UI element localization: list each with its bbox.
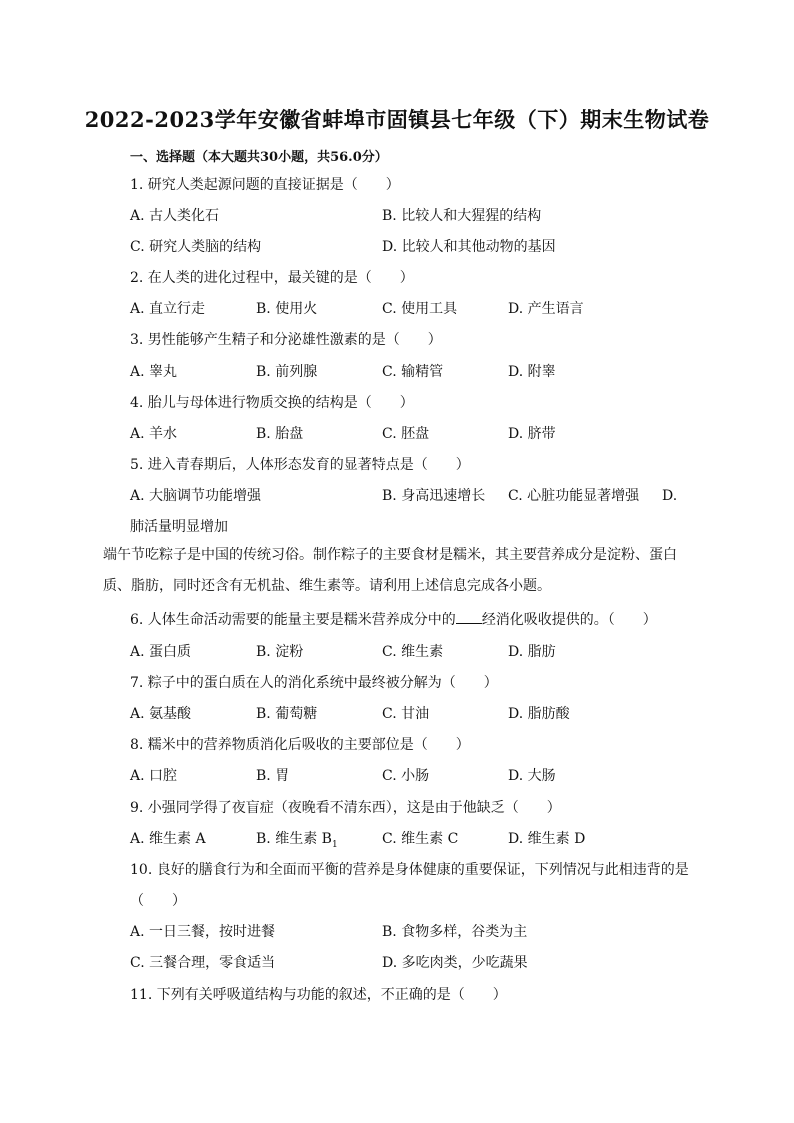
q4-option-c: C. 胚盘: [382, 426, 430, 442]
question-11-stem: 11. 下列有关呼吸道结构与功能的叙述，不正确的是（ ）: [130, 987, 507, 1003]
q5-option-a: A. 大脑调节功能增强: [130, 488, 262, 504]
q9-option-b-text: B. 维生素 B: [256, 831, 332, 847]
q10-option-d: D. 多吃肉类，少吃蔬果: [382, 955, 528, 971]
q1-option-d: D. 比较人和其他动物的基因: [382, 239, 556, 255]
q2-option-a: A. 直立行走: [130, 301, 206, 317]
q9-option-d: D. 维生素 D: [508, 831, 586, 847]
q6-option-b: B. 淀粉: [256, 644, 304, 660]
q6-stem-after: 经消化吸收提供的。（ ）: [481, 612, 657, 628]
q4-option-a: A. 羊水: [130, 426, 178, 442]
q2-option-c: C. 使用工具: [382, 301, 458, 317]
q5-option-d-letter: D.: [662, 488, 678, 504]
question-8-stem: 8. 糯米中的营养物质消化后吸收的主要部位是（ ）: [130, 737, 470, 753]
q9-option-c: C. 维生素 C: [382, 831, 459, 847]
question-5-stem: 5. 进入青春期后，人体形态发育的显著特点是（ ）: [130, 457, 470, 473]
q7-option-d: D. 脂肪酸: [508, 706, 570, 722]
question-6-stem: [130, 610, 657, 630]
q7-option-b: B. 葡萄糖: [256, 706, 318, 722]
q6-option-c: C. 维生素: [382, 644, 444, 660]
q5-option-c: C. 心脏功能显著增强: [508, 488, 640, 504]
q7-option-c: C. 甘油: [382, 706, 430, 722]
reading-passage: 端午节吃粽子是中国的传统习俗。制作粽子的主要食材是糯米，其主要营养成分是淀粉、蛋白质、脂肪，同时还含有无机盐、维生素等。请利用上述信息完成各小题。: [103, 547, 677, 594]
q1-option-c: C. 研究人类脑的结构: [130, 239, 262, 255]
question-2-stem: 2. 在人类的进化过程中，最关键的是（ ）: [130, 270, 414, 286]
q3-option-c: C. 输精管: [382, 364, 444, 380]
section-heading: 一、选择题（本大题共30小题，共56.0分）: [130, 150, 388, 165]
q3-option-b: B. 前列腺: [256, 364, 318, 380]
fill-blank: [456, 611, 482, 624]
q2-option-b: B. 使用火: [256, 301, 318, 317]
subscript-1: 1: [331, 839, 338, 850]
q10-option-b: B. 食物多样，谷类为主: [382, 924, 528, 940]
q7-option-a: A. 氨基酸: [130, 706, 192, 722]
q3-option-a: A. 睾丸: [130, 364, 178, 380]
question-9-stem: 9. 小强同学得了夜盲症（夜晚看不清东西），这是由于他缺乏（ ）: [130, 800, 561, 816]
q6-option-a: A. 蛋白质: [130, 644, 192, 660]
q10-option-a: A. 一日三餐，按时进餐: [130, 924, 276, 940]
q2-option-d: D. 产生语言: [508, 301, 584, 317]
q8-option-b: B. 胃: [256, 768, 290, 784]
q8-option-a: A. 口腔: [130, 768, 178, 784]
q8-option-c: C. 小肠: [382, 768, 430, 784]
q5-option-d-text: 肺活量明显增加: [130, 519, 228, 535]
q8-option-d: D. 大肠: [508, 768, 556, 784]
q3-option-d: D. 附睾: [508, 364, 556, 380]
q5-option-b: B. 身高迅速增长: [382, 488, 486, 504]
question-1-stem: 1. 研究人类起源问题的直接证据是（ ）: [130, 177, 400, 193]
question-10-stem-cont: （ ）: [130, 893, 186, 909]
q1-option-b: B. 比较人和大猩猩的结构: [382, 208, 542, 224]
question-7-stem: 7. 粽子中的蛋白质在人的消化系统中最终被分解为（ ）: [130, 675, 498, 691]
q4-option-d: D. 脐带: [508, 426, 556, 442]
q9-option-a: A. 维生素 A: [130, 831, 206, 847]
q1-option-a: A. 古人类化石: [130, 208, 220, 224]
question-10-stem: 10. 良好的膳食行为和全面而平衡的营养是身体健康的重要保证，下列情况与此相违背的是: [130, 862, 689, 878]
q6-option-d: D. 脂肪: [508, 644, 556, 660]
q10-option-c: C. 三餐合理，零食适当: [130, 955, 276, 971]
q4-option-b: B. 胎盘: [256, 426, 304, 442]
q9-option-b: [256, 829, 338, 855]
question-3-stem: 3. 男性能够产生精子和分泌雄性激素的是（ ）: [130, 332, 442, 348]
exam-title: 2022-2023学年安徽省蚌埠市固镇县七年级（下）期末生物试卷: [84, 107, 710, 132]
q6-stem-before: 6. 人体生命活动需要的能量主要是糯米营养成分中的: [130, 612, 456, 628]
question-4-stem: 4. 胎儿与母体进行物质交换的结构是（ ）: [130, 395, 414, 411]
